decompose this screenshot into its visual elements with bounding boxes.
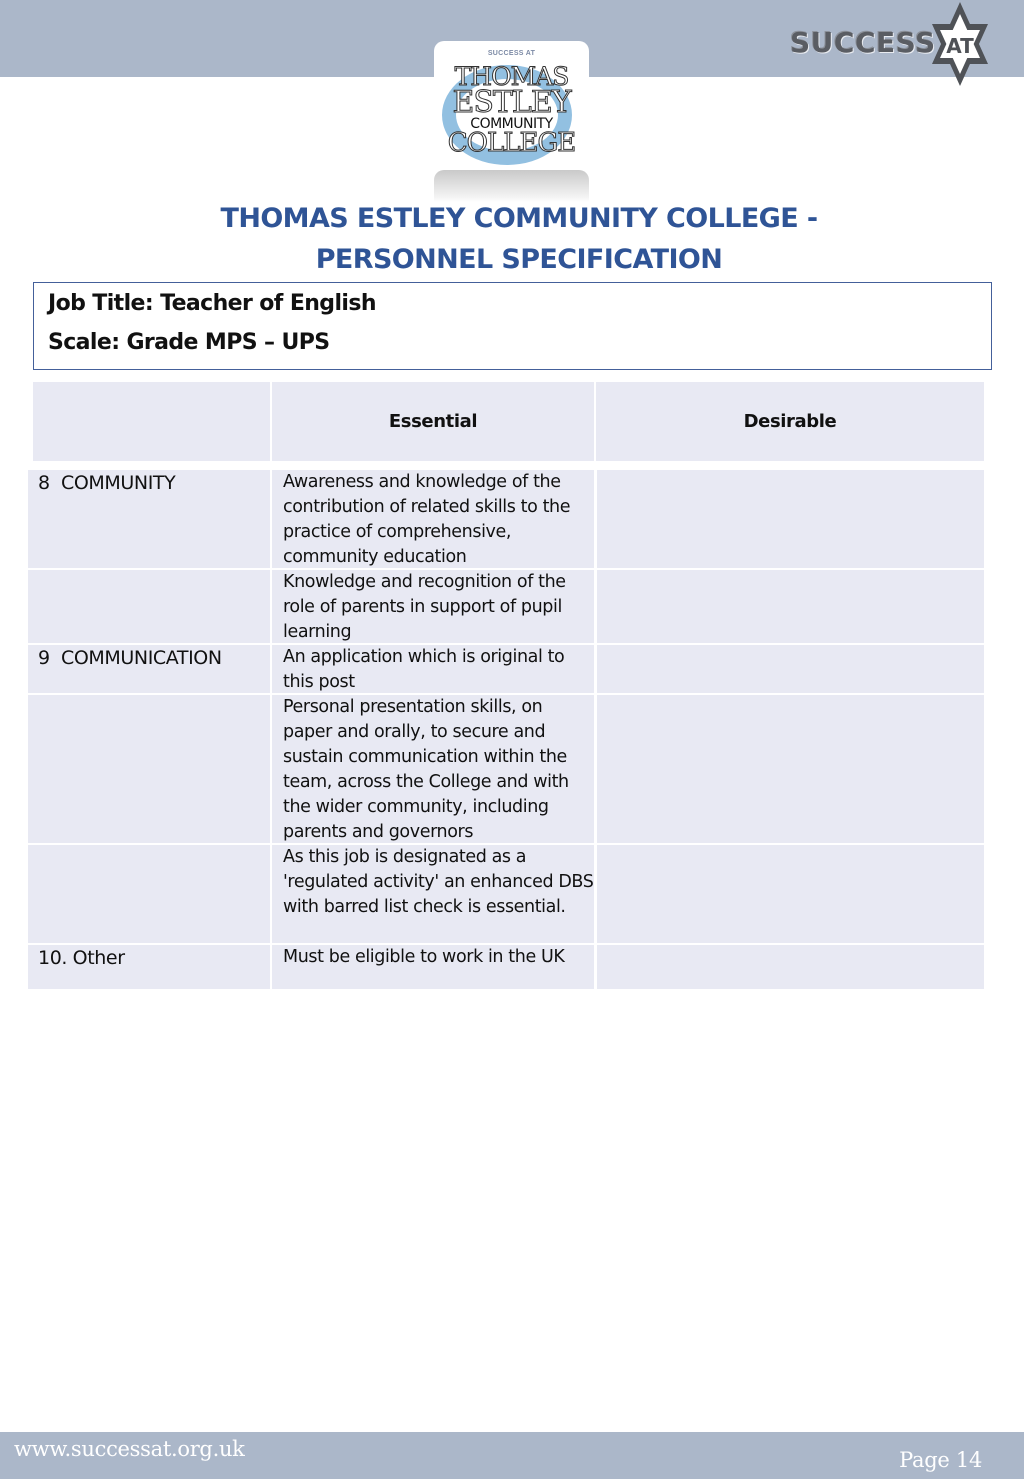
table-row-category — [28, 845, 270, 943]
table-row-desirable — [597, 470, 984, 568]
job-title: Job Title: Teacher of English — [48, 291, 376, 316]
table-row-essential: Knowledge and recognition of the role of parents in support of pupil learning — [272, 570, 594, 643]
college-logo — [434, 41, 589, 169]
success-at-logo — [788, 0, 998, 90]
logo-line-thomas: THOMAS — [454, 62, 569, 91]
page-title — [0, 198, 1024, 280]
table-row-category: 9 COMMUNICATION — [28, 645, 270, 693]
header-cell-desirable: Desirable — [596, 382, 984, 461]
logo-line-college: COLLEGE — [447, 128, 576, 158]
table-row-essential: Personal presentation skills, on paper and orally, to secure and sustain communication within the team, across the College and with the wider community, including parents and governors — [272, 695, 594, 843]
table-row-essential: Must be eligible to work in the UK — [272, 945, 594, 989]
table-row-desirable — [597, 945, 984, 989]
logo-line-estley: ESTLEY — [452, 85, 571, 120]
table-row-category — [28, 695, 270, 843]
table-row-category: 10. Other — [28, 945, 270, 989]
table-row-desirable — [597, 645, 984, 693]
table-row-category — [28, 570, 270, 643]
brand-logo-text: SUCCESS — [790, 26, 936, 59]
header-cell-category — [33, 382, 270, 461]
table-row-desirable — [597, 570, 984, 643]
table-row-essential: As this job is designated as a 'regulated activity' an enhanced DBS with barred list check is essential. — [272, 845, 594, 943]
title-line-2: PERSONNEL SPECIFICATION — [315, 244, 723, 275]
brand-logo-star-text: AT — [946, 34, 974, 58]
table-row-desirable — [597, 695, 984, 843]
title-line-1: THOMAS ESTLEY COMMUNITY COLLEGE - — [220, 203, 818, 234]
star-of-david-icon — [926, 0, 994, 88]
table-row-essential: An application which is original to this post — [272, 645, 594, 693]
job-scale: Scale: Grade MPS – UPS — [48, 330, 330, 355]
table-row-category: 8 COMMUNITY — [28, 470, 270, 568]
footer-website-link[interactable]: www.successat.org.uk — [14, 1437, 245, 1461]
page-number: Page 14 — [899, 1448, 982, 1472]
table-row-desirable — [597, 845, 984, 943]
logo-line-community: COMMUNITY — [470, 116, 553, 132]
job-info-box — [33, 282, 992, 370]
header-cell-essential: Essential — [272, 382, 594, 461]
table-row-essential: Awareness and knowledge of the contribution of related skills to the practice of comprehensive, community education — [272, 470, 594, 568]
logo-success-text: SUCCESS AT — [487, 50, 536, 57]
